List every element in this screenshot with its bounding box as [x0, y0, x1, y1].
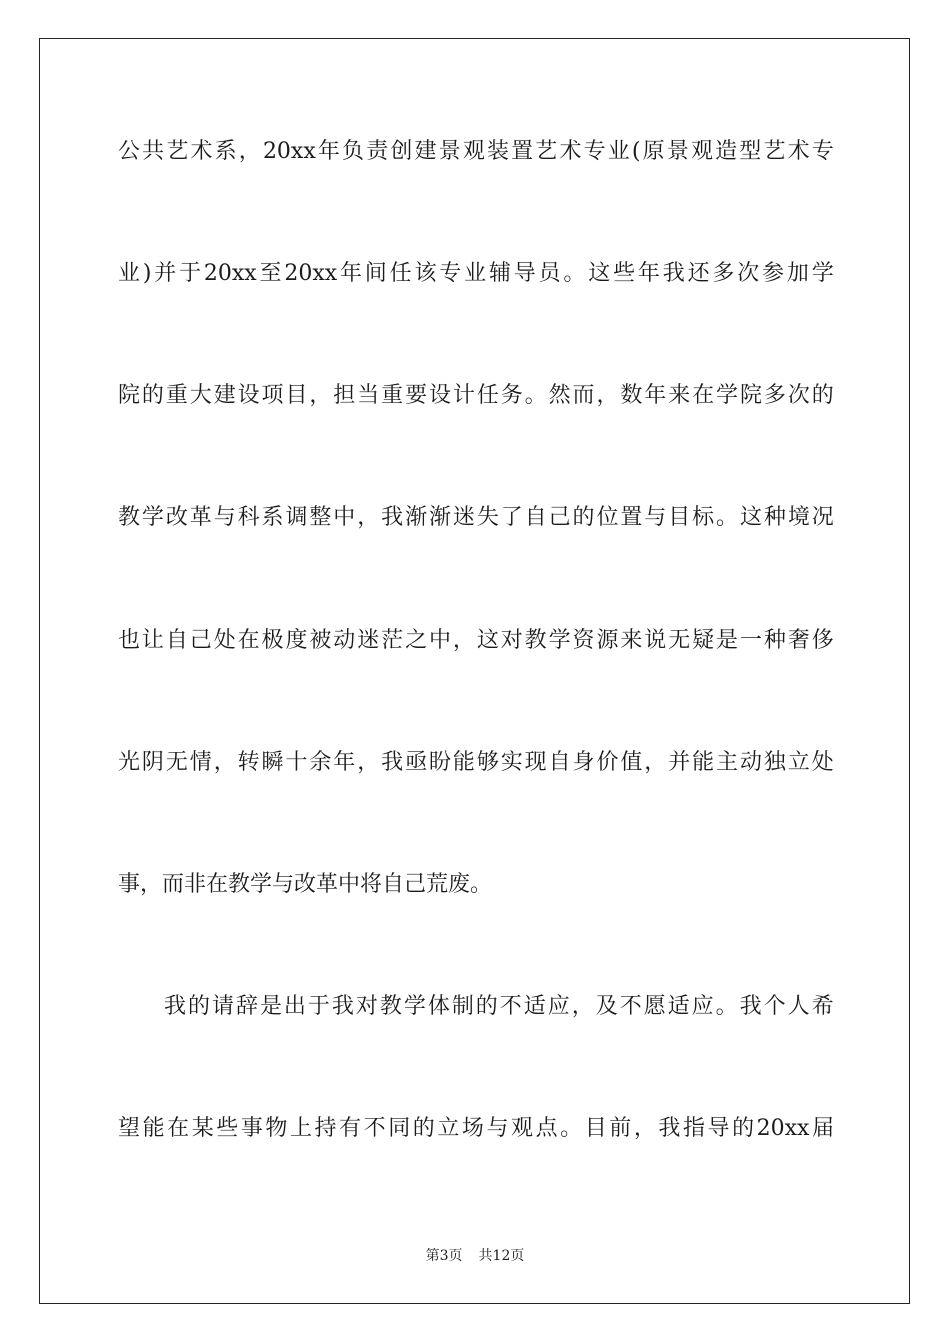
text-line-3: 院 的 重 大 建 设 项 目 ， 担 当 重 要 设 计 任 务 。 然 而 ， 数 年 来 在 学 院 多 次 的 [118, 383, 834, 408]
text-line-6: 光 阴 无 情 ， 转 瞬 十 余 年 ， 我 亟 盼 能 够 实 现 自 身 价 值 ， 并 能 主 动 独 立 处 [118, 750, 834, 775]
page-total: 共12页 [478, 1248, 525, 1264]
text-line-4: 教 学 改 革 与 科 系 调 整 中 ， 我 渐 渐 迷 失 了 自 己 的 位 置 与 目 标 。 这 种 境 况 [118, 505, 834, 530]
text-line-9: 望 能 在 某 些 事 物 上 持 有 不 同 的 立 场 与 观 点 。 目 前 ， 我 指 导 的 20xx 届 [118, 1116, 834, 1141]
text-line-1: 公 共 艺 术 系 ， 20xx 年 负 责 创 建 景 观 装 置 艺 术 专 业 ( 原 景 观 造 型 艺 术 专 [118, 139, 834, 164]
text-line-2: 业 ) 并 于 20xx 至 20xx 年 间 任 该 专 业 辅 导 员 。 这 些 年 我 还 多 次 参 加 学 [118, 261, 834, 286]
page-number: 第3页 [425, 1248, 463, 1264]
text-line-5: 也 让 自 己 处 在 极 度 被 动 迷 茫 之 中 ， 这 对 教 学 资 源 来 说 无 疑 是 一 种 奢 侈 [118, 628, 834, 653]
text-line-8: 我 的 请 辞 是 出 于 我 对 教 学 体 制 的 不 适 应 ， 及 不 愿 适 应 。 我 个 人 希 [164, 994, 834, 1019]
text-line-7: 事，而非在教学与改革中将自己荒废。 [118, 872, 493, 897]
page-footer [0, 1246, 950, 1266]
